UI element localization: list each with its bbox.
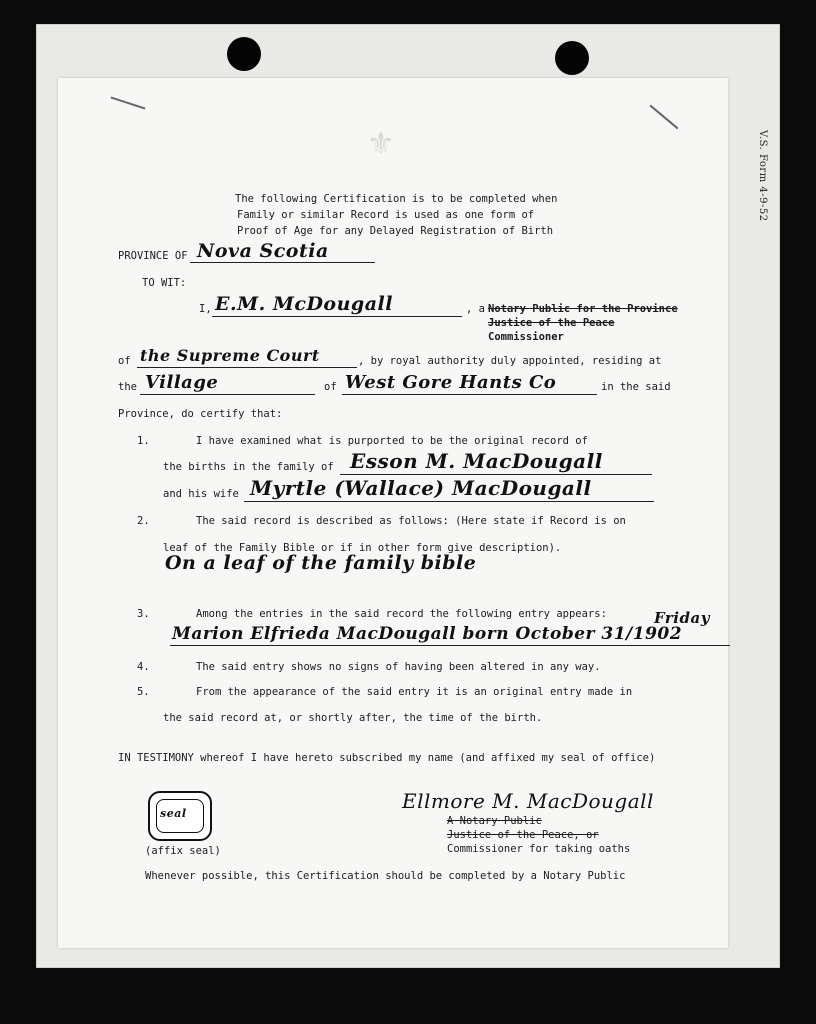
of-label: of: [118, 355, 131, 367]
header-line-2: Family or similar Record is used as one form of: [237, 209, 535, 221]
item5-line2: the said record at, or shortly after, the time of the birth.: [163, 712, 543, 724]
signature-title-commissioner: Commissioner for taking oaths: [447, 843, 631, 855]
punch-hole-right: [555, 41, 589, 75]
province-line: [190, 262, 375, 263]
residence-type-line: [140, 394, 315, 395]
officer-title-commissioner: Commissioner: [488, 331, 564, 343]
officer-name-line: [212, 316, 462, 317]
form-number-label: V.S. Form 4-9-52: [757, 130, 768, 222]
certify-line: Province, do certify that:: [118, 408, 283, 420]
mother-line: [244, 501, 654, 502]
seal-stamp-text: seal: [160, 807, 187, 820]
staple-mark-left: [111, 96, 146, 109]
father-line: [340, 474, 652, 475]
province-label: PROVINCE OF: [118, 250, 188, 262]
entry-line: [170, 645, 730, 646]
residence-place-line: [342, 394, 597, 395]
item2-line2: leaf of the Family Bible or if in other form give description).: [163, 542, 562, 554]
item5-line1: From the appearance of the said entry it is an original entry made in: [196, 686, 633, 698]
residence-type: Village: [145, 372, 219, 393]
officer-title-justice: Justice of the Peace: [488, 317, 615, 329]
header-line-1: The following Certification is to be completed when: [235, 193, 558, 205]
item4-text: The said entry shows no signs of having been altered in any way.: [196, 661, 601, 673]
signature-title-justice: Justice of the Peace, or: [447, 829, 599, 841]
of-suffix: , by royal authority duly appointed, residing at: [358, 355, 662, 367]
entry-day: Friday: [654, 609, 710, 627]
footer-note: Whenever possible, this Certification should be completed by a Notary Public: [145, 870, 626, 882]
item3-line1: Among the entries in the said record the following entry appears:: [196, 608, 607, 620]
coat-of-arms-bleed: ⚜: [370, 122, 392, 163]
record-description: On a leaf of the family bible: [165, 552, 477, 574]
officer-title-notary: Notary Public for the Province: [488, 303, 678, 315]
officer-prefix: I,: [199, 303, 212, 315]
testimony-line: IN TESTIMONY whereof I have hereto subscribed my name (and affixed my seal of office): [118, 752, 656, 764]
officer-a-label: , a: [466, 303, 485, 315]
item1-line2-label: the births in the family of: [163, 461, 334, 473]
officer-name: E.M. McDougall: [215, 293, 393, 315]
punch-hole-left: [227, 37, 261, 71]
province-value: Nova Scotia: [197, 240, 329, 262]
father-name: Esson M. MacDougall: [350, 449, 603, 473]
item4-number: 4.: [137, 661, 150, 673]
item5-number: 5.: [137, 686, 150, 698]
residence-the-label: the: [118, 381, 137, 393]
item2-number: 2.: [137, 515, 150, 527]
item2-line1: The said record is described as follows: (Here state if Record is on: [196, 515, 626, 527]
item1-number: 1.: [137, 435, 150, 447]
residence-place: West Gore Hants Co: [345, 372, 557, 393]
seal-stamp: [148, 791, 212, 841]
item1-line3-label: and his wife: [163, 488, 239, 500]
signature-title-notary: A Notary Public: [447, 815, 542, 827]
birth-entry: Marion Elfrieda MacDougall born October 31/1902: [172, 624, 683, 644]
header-line-3: Proof of Age for any Delayed Registration of Birth: [237, 225, 554, 237]
of-value: the Supreme Court: [140, 346, 320, 365]
item1-line1: I have examined what is purported to be the original record of: [196, 435, 588, 447]
of-line: [137, 367, 357, 368]
staple-mark-right: [650, 105, 679, 130]
seal-caption: (affix seal): [145, 845, 221, 857]
to-wit-label: TO WIT:: [142, 277, 187, 289]
residence-of-label: of: [324, 381, 337, 393]
residence-suffix: in the said: [601, 381, 671, 393]
item3-number: 3.: [137, 608, 150, 620]
notary-signature: Ellmore M. MacDougall: [402, 789, 654, 813]
mother-name: Myrtle (Wallace) MacDougall: [250, 476, 592, 500]
